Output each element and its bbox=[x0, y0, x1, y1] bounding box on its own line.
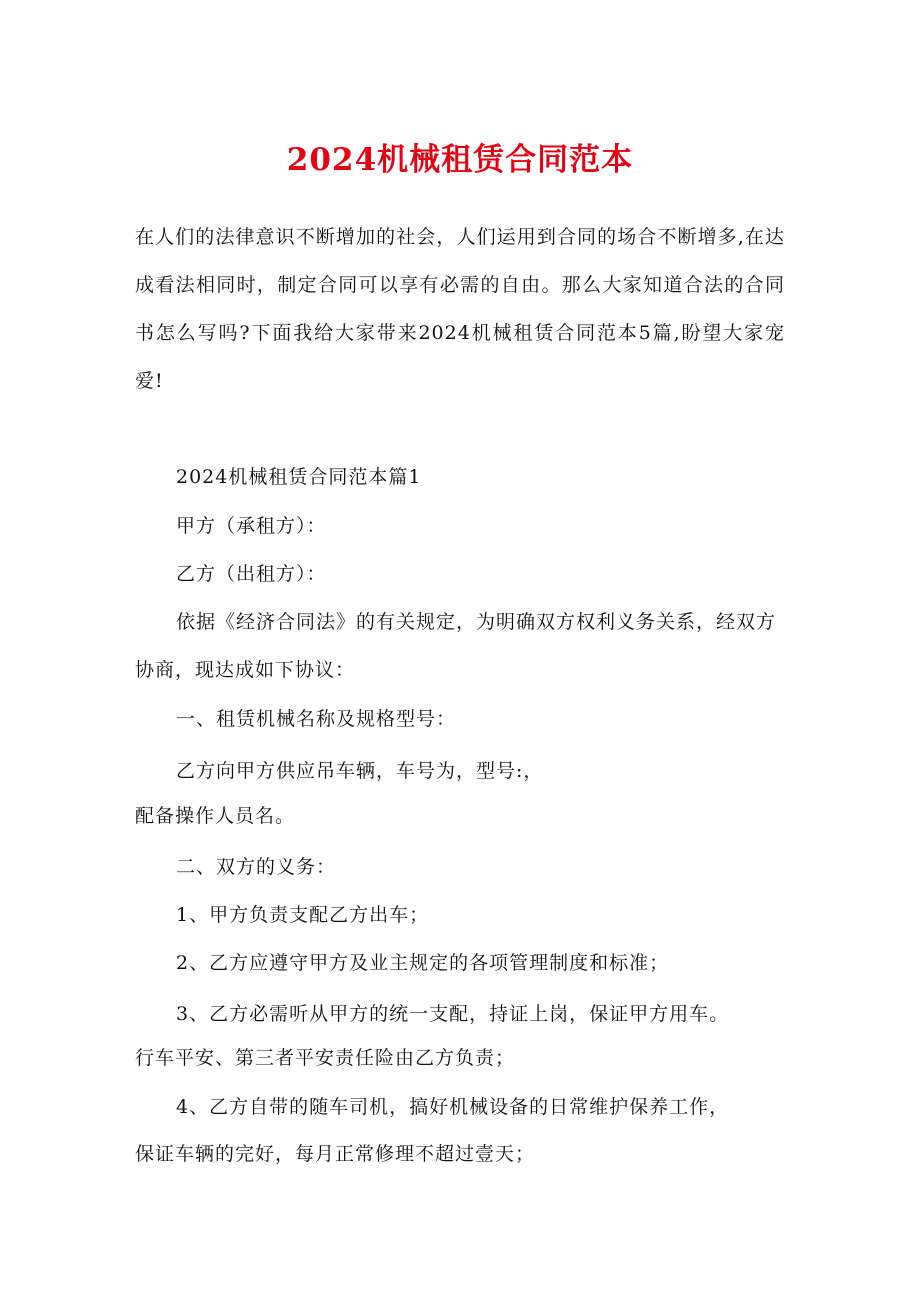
clause1-line-2: 配备操作人员名。 bbox=[135, 805, 296, 827]
item-2: 2、乙方应遵守甲方及业主规定的各项管理制度和标准； bbox=[176, 952, 670, 974]
document-title: 2024机械租赁合同范本 bbox=[286, 142, 634, 178]
clause1-line-1: 乙方向甲方供应吊车辆，车号为，型号:， bbox=[176, 760, 544, 782]
item-4-line-1: 4、乙方自带的随车司机，搞好机械设备的日常维护保养工作， bbox=[176, 1096, 730, 1118]
item-3-line-2: 行车平安、第三者平安责任险由乙方负责； bbox=[135, 1047, 516, 1069]
intro-paragraph: 在人们的法律意识不断增加的社会，人们运用到合同的场合不断增多,在达成看法相同时，制定合同可以享有必需的自由。那么大家知道合法的合同书怎么写吗?下面我给大家带来2024机械租赁合同范本5篇,盼望大家宠爱! bbox=[135, 226, 785, 392]
party-a-line: 甲方（承租方）： bbox=[176, 515, 327, 537]
item-4-line-2: 保证车辆的完好，每月正常修理不超过壹天； bbox=[135, 1143, 536, 1165]
clause2-heading: 二、双方的义务： bbox=[176, 856, 337, 878]
basis-line-2: 协商，现达成如下协议： bbox=[135, 659, 356, 681]
clause1-heading: 一、租赁机械名称及规格型号： bbox=[176, 708, 457, 730]
basis-line-1: 依据《经济合同法》的有关规定，为明确双方权利义务关系，经双方 bbox=[176, 611, 777, 633]
item-3-line-1: 3、乙方必需听从甲方的统一支配，持证上岗，保证甲方用车。 bbox=[176, 1003, 730, 1025]
section-heading: 2024机械租赁合同范本篇1 bbox=[176, 466, 422, 488]
item-1: 1、甲方负责支配乙方出车； bbox=[176, 904, 430, 926]
party-b-line: 乙方（出租方）： bbox=[176, 563, 327, 585]
